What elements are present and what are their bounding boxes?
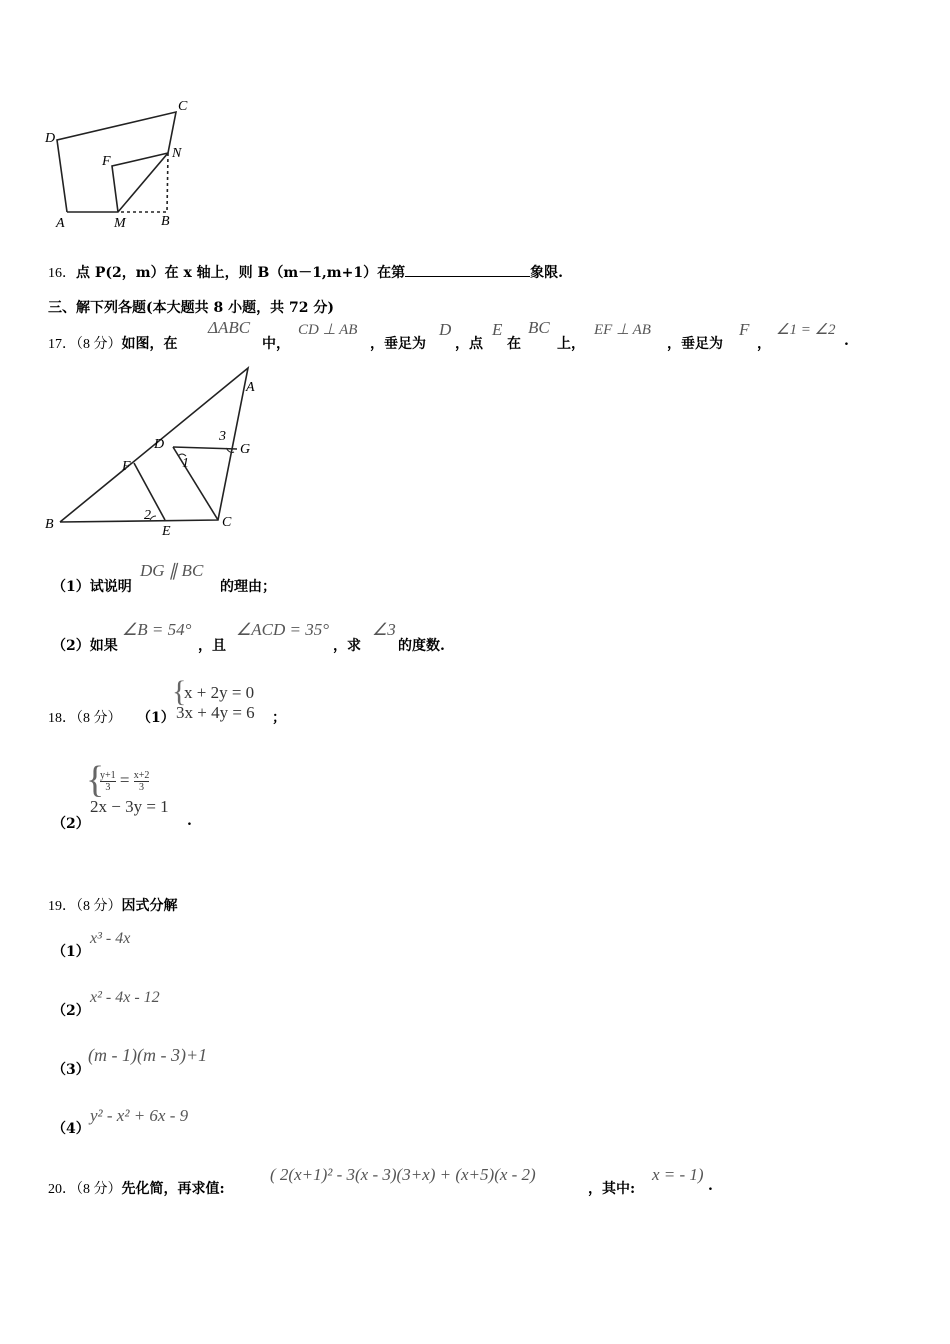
- q19-stem: [48, 895, 178, 915]
- fraction: [134, 770, 150, 793]
- math-cd-ab: CD ⊥ AB: [298, 322, 358, 338]
- equation: x + 2y = 0: [184, 683, 255, 702]
- label-a: A: [56, 216, 65, 231]
- q19-expr: x³ - 4x: [90, 930, 131, 947]
- label-a: A: [246, 380, 255, 395]
- numerator: x+2: [133, 770, 150, 781]
- q17-text: ，垂足为: [667, 336, 723, 352]
- q17-part1-tail: 的理由；: [220, 579, 276, 595]
- q18-part2-tail: .: [187, 813, 192, 829]
- q19-expr: x² - 4x - 12: [90, 989, 160, 1006]
- q19-expr: y² - x² + 6x - 9: [90, 1106, 189, 1125]
- q19-item-label: （3）: [52, 1062, 90, 1078]
- q17-number: 17．（8 分）: [48, 337, 122, 352]
- q18-part1-label: （1）: [137, 710, 175, 726]
- fraction: [100, 770, 116, 793]
- math-ef-ab: EF ⊥ AB: [594, 322, 651, 338]
- q17-text: 中，: [262, 336, 290, 352]
- q17-text: ，点: [455, 336, 483, 352]
- equals: =: [119, 770, 130, 790]
- label-g: G: [240, 442, 251, 457]
- q17-text: 如图，在: [121, 336, 178, 352]
- math-angle-3: ∠3: [372, 620, 396, 639]
- label-f: F: [102, 154, 111, 169]
- label-b: B: [161, 214, 170, 229]
- q18-part2-label: （2）: [52, 816, 90, 832]
- q17-part1-label: （1）试说明: [52, 579, 132, 595]
- question-16: [48, 262, 563, 282]
- q17-text: .: [844, 333, 849, 349]
- label-d: D: [154, 437, 165, 452]
- q16-tail: 象限.: [530, 265, 563, 281]
- equation-system-1: [176, 683, 255, 723]
- label-m: M: [114, 216, 126, 231]
- label-angle-2: 2: [144, 508, 151, 523]
- numerator: y+1: [100, 770, 116, 781]
- q17-text: ，: [757, 336, 771, 352]
- label-n: N: [172, 146, 182, 161]
- equation-system-2: [90, 770, 169, 817]
- q16-text: 点 P(2，m）在 x 轴上，则 B（m－1,m+1）在第: [76, 265, 406, 281]
- label-e: E: [162, 524, 171, 539]
- label-c: C: [222, 515, 232, 530]
- math-angle-b: ∠B = 54°: [122, 620, 192, 639]
- q20-tail: .: [708, 1178, 713, 1194]
- q17-text: ，求: [333, 638, 361, 654]
- label-c: C: [178, 99, 188, 114]
- q19-item-label: （1）: [52, 944, 90, 960]
- q19-number: 19．（8 分）: [48, 899, 122, 914]
- answer-blank[interactable]: [405, 264, 530, 277]
- math-bc: BC: [528, 318, 550, 337]
- math-e: E: [492, 320, 503, 339]
- math-dg-bc: DG ∥ BC: [140, 561, 204, 580]
- q17-part2-label: （2）如果: [52, 638, 118, 654]
- brace: {: [172, 675, 187, 708]
- equation: 3x + 4y = 6: [176, 703, 255, 722]
- q20-text: ，其中:: [588, 1181, 636, 1197]
- equation: 2x − 3y = 1: [90, 797, 169, 816]
- math-f: F: [739, 320, 750, 339]
- label-angle-3: 3: [219, 429, 226, 444]
- denominator: 3: [105, 782, 111, 793]
- math-abc: ΔABC: [208, 318, 251, 337]
- q19-item-label: （4）: [52, 1121, 90, 1137]
- q17-text: 在: [507, 336, 521, 352]
- triangle-figure: [0, 360, 280, 550]
- q19-expr: (m - 1)(m - 3)+1: [88, 1045, 208, 1065]
- q20-expr: ( 2(x+1)² - 3(x - 3)(3+x) + (x+5)(x - 2): [270, 1165, 536, 1184]
- q17-text: ，垂足为: [370, 336, 426, 352]
- denominator: 3: [139, 782, 145, 793]
- q20-stem: [48, 1178, 225, 1198]
- q17-part2-tail: 的度数.: [398, 638, 445, 654]
- q20-number: 20．（8 分）: [48, 1182, 122, 1197]
- math-d: D: [439, 320, 452, 339]
- q20-text: 先化简，再求值:: [121, 1181, 225, 1197]
- label-b: B: [45, 517, 54, 532]
- q18-number: 18．（8 分）: [48, 711, 122, 726]
- section-title: 三、解下列各题(本大题共 8 小题，共 72 分): [48, 300, 334, 316]
- q17-text: 上，: [557, 336, 585, 352]
- label-f: F: [122, 459, 131, 474]
- q19-title: 因式分解: [121, 898, 178, 914]
- q17-text: ，且: [198, 638, 226, 654]
- math-angle-acd: ∠ACD = 35°: [236, 620, 330, 639]
- q17-stem: [48, 333, 178, 353]
- q18-part1-tail: ；: [272, 710, 286, 726]
- math-angle-eq: ∠1 = ∠2: [776, 322, 836, 338]
- q20-value: x = - 1): [652, 1165, 704, 1184]
- q16-number: 16．: [48, 266, 76, 281]
- q19-item-label: （2）: [52, 1003, 90, 1019]
- brace: {: [86, 759, 105, 801]
- label-angle-1: 1: [182, 456, 189, 471]
- label-d: D: [45, 131, 56, 146]
- quadrilateral-figure: [0, 0, 260, 240]
